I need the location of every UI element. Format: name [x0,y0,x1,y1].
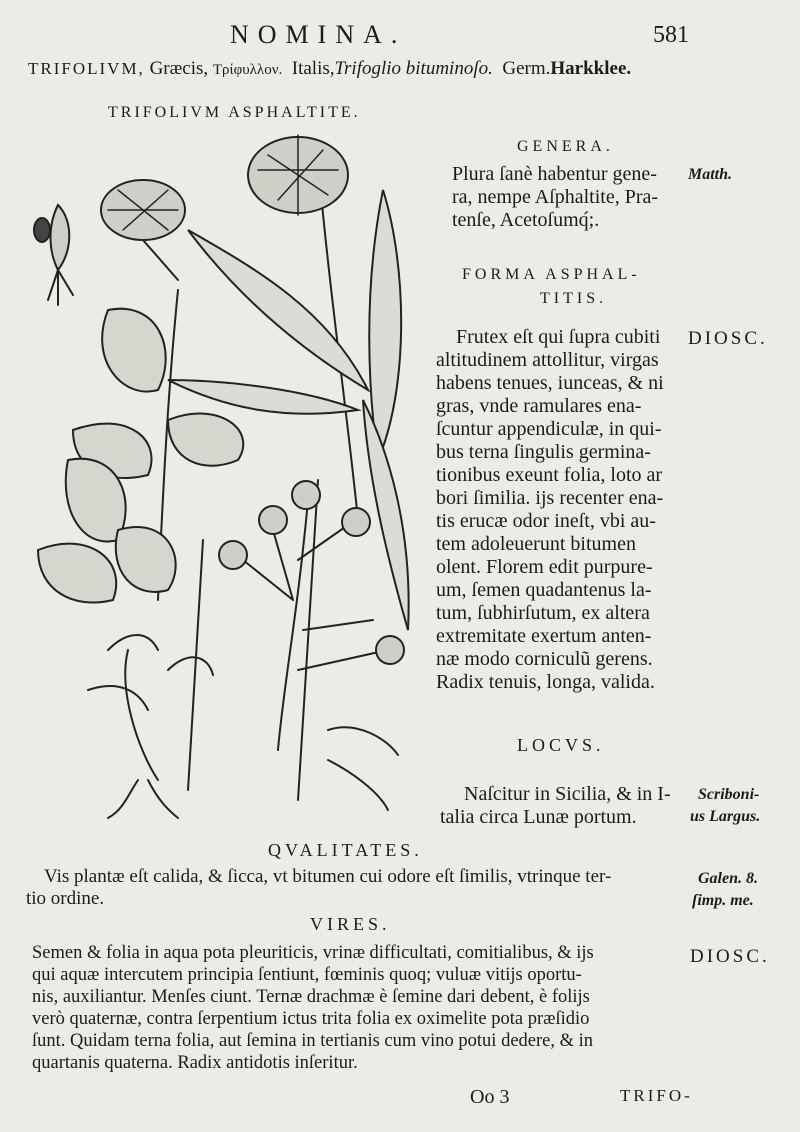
text-line: Vis plantæ eſt calida, & ſicca, vt bitumen cui odore eſt ſimilis, vtrinque ter- [44,866,612,887]
text-line: habens tenues, iunceas, & ni [436,372,664,394]
text-line: tem adoleuerunt bitumen [436,533,636,555]
locus-margin-note-1: Scriboni- [698,786,760,803]
text-line: Radix tenuis, longa, valida. [436,671,655,693]
qualitates-margin-note-2: ſimp. me. [692,892,754,909]
text-line: næ modo corniculũ gerens. [436,648,653,670]
forma-margin-note: DIOSC. [688,328,768,349]
text-line: Frutex eſt qui ſupra cubiti [456,326,661,348]
vires-heading: VIRES. [310,914,391,934]
qualitates-heading: QVALITATES. [268,840,423,860]
text-line: extremitate exertum anten- [436,625,652,647]
text-line: um, ſemen quadantenus la- [436,579,652,601]
text-line: Semen & folia in aqua pota pleuriticis, vrinæ difficultati, comitialibus, & ijs [32,943,594,963]
qualitates-text [26,866,612,910]
text-line: tum, ſubhirſutum, ex altera [436,602,650,624]
locus-text [440,783,671,829]
text-line: bori ſimilia. ijs recenter ena- [436,487,664,509]
text-line: olent. Florem edit purpure- [436,556,653,578]
text-line: nis, auxiliantur. Menſes ciunt. Ternæ drachmæ è ſemine dari debent, è folijs [32,987,590,1007]
text-line: Plura ſanè habentur gene- [452,163,657,185]
forma-heading-line1: FORMA ASPHAL- [462,266,641,283]
qualitates-margin-note-1: Galen. 8. [698,870,758,887]
signature-mark: Oo 3 [470,1086,510,1108]
greek-label: Græcis, [149,58,209,79]
italian-label: Italis, [291,58,335,79]
forma-text [436,326,664,694]
genera-heading: GENERA. [517,138,614,155]
genera-margin-note: Matth. [688,166,733,183]
vires-text [32,942,594,1074]
text-line: verò quaternæ, contra ſerpentium ictus trita folia ex oximelite pota præſidio [32,1009,590,1029]
page-number: 581 [653,22,689,48]
vires-margin-note: DIOSC. [690,946,770,967]
text-line: talia circa Lunæ portum. [440,806,637,828]
text-line: ra, nempe Aſphaltite, Pra- [452,186,659,208]
text-line: qui aquæ intercutem principia ſentiunt, fœminis quoq; vuluæ vitijs oportu- [32,965,582,985]
text-line: tenſe, Acetoſumq́;. [452,209,600,231]
text-line: gras, vnde ramulares ena- [436,395,642,417]
locus-heading: LOCVS. [517,735,605,755]
text-line: tionibus exeunt folia, loto ar [436,464,663,486]
forma-heading-line2: TITIS. [540,290,608,307]
text-line: Naſcitur in Sicilia, & in I- [464,783,671,805]
running-header: NOMINA. [230,20,407,49]
plant-names-line [28,58,631,80]
plant-caption: TRIFOLIVM ASPHALTITE. [108,104,361,121]
italian-name: Trifoglio bituminoſo. [334,58,493,79]
latin-name: TRIFOLIVM, [28,59,145,78]
woodcut-illustration [28,130,428,820]
text-line: ſcuntur appendiculæ, in qui- [436,418,662,440]
text-line: quartanis quaterna. Radix antidotis inſeritur. [32,1053,358,1073]
text-line: tio ordine. [26,888,105,909]
catchword: TRIFO- [620,1086,693,1105]
german-name: Harkklee. [550,58,632,79]
text-line: ſunt. Quidam terna folia, aut ſemina in tertianis cum vino potui dedere, & in [32,1031,594,1051]
locus-margin-note-2: us Largus. [690,808,761,825]
text-line: bus terna ſingulis germina- [436,441,651,463]
text-line: altitudinem attollitur, virgas [436,349,659,371]
greek-name: Τρίφυλλον. [212,62,283,78]
text-line: tis erucæ odor ineſt, vbi au- [436,510,656,532]
german-label: Germ. [502,58,551,79]
genera-text [452,163,658,232]
